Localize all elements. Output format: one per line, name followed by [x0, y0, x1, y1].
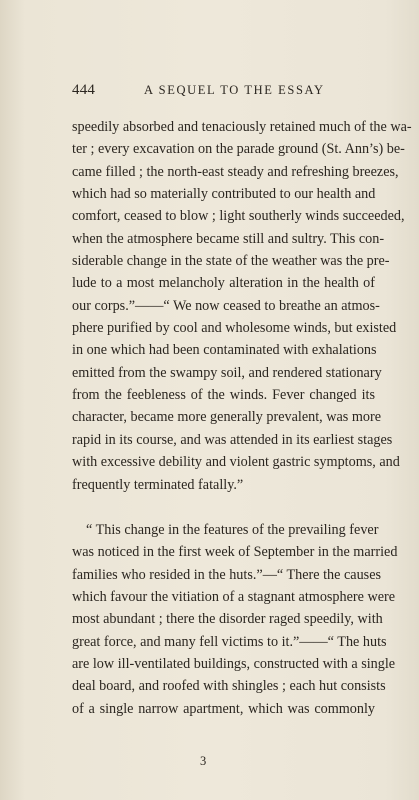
text-line: frequently terminated fatally.”: [72, 476, 244, 493]
running-title: A SEQUEL TO THE ESSAY: [144, 83, 325, 97]
signature-mark: 3: [200, 754, 207, 768]
text-line: lude to a most melancholy alteration in the health of: [72, 275, 375, 292]
text-line: our corps.”——“ We now ceased to breathe an atmos-: [72, 297, 380, 314]
text-line: with excessive debility and violent gastric symptoms, and: [72, 454, 400, 471]
text-line: in one which had been contaminated with exhalations: [72, 342, 377, 359]
page-header: [72, 82, 368, 102]
text-line: ter ; every excavation on the parade ground (St. Ann’s) be-: [72, 141, 405, 158]
text-line: was noticed in the first week of September in the married: [72, 544, 398, 561]
paragraph-1: [72, 116, 412, 496]
text-line: which favour the vitiation of a stagnant atmosphere were: [72, 588, 396, 605]
text-line: emitted from the swampy soil, and rendered stationary: [72, 364, 382, 381]
text-line: phere purified by cool and wholesome winds, but existed: [72, 320, 397, 337]
text-line: families who resided in the huts.”—“ There the causes: [72, 566, 382, 583]
body-text: [72, 116, 412, 720]
text-line: great force, and many fell victims to it.”——“ The huts: [72, 633, 387, 650]
text-line: character, became more generally prevalent, was more: [72, 409, 382, 426]
text-line: which had so materially contributed to our health and: [72, 186, 376, 203]
text-line: came filled ; the north-east steady and refreshing breezes,: [72, 163, 399, 180]
text-line: speedily absorbed and tenaciously retained much of the wa-: [72, 119, 412, 135]
text-line: most abundant ; there the disorder raged speedily, with: [72, 611, 383, 628]
text-line: siderable change in the state of the weather was the pre-: [72, 253, 390, 270]
text-line: deal board, and roofed with shingles ; each hut consists: [72, 678, 386, 695]
text-line: from the feebleness of the winds. Fever changed its: [72, 387, 375, 404]
text-line: when the atmosphere became still and sultry. This con-: [72, 230, 385, 247]
text-line: comfort, ceased to blow ; light southerly winds succeeded,: [72, 208, 405, 225]
text-line: of a single narrow apartment, which was commonly: [72, 700, 375, 717]
paragraph-2: [72, 519, 398, 720]
page-number: 444: [72, 82, 96, 98]
text-line: “ This change in the features of the prevailing fever: [86, 521, 379, 538]
paragraph-gap: [72, 496, 375, 519]
text-line: rapid in its course, and was attended in its earliest stages: [72, 431, 393, 448]
text-line: are low ill-ventilated buildings, constructed with a single: [72, 655, 396, 672]
